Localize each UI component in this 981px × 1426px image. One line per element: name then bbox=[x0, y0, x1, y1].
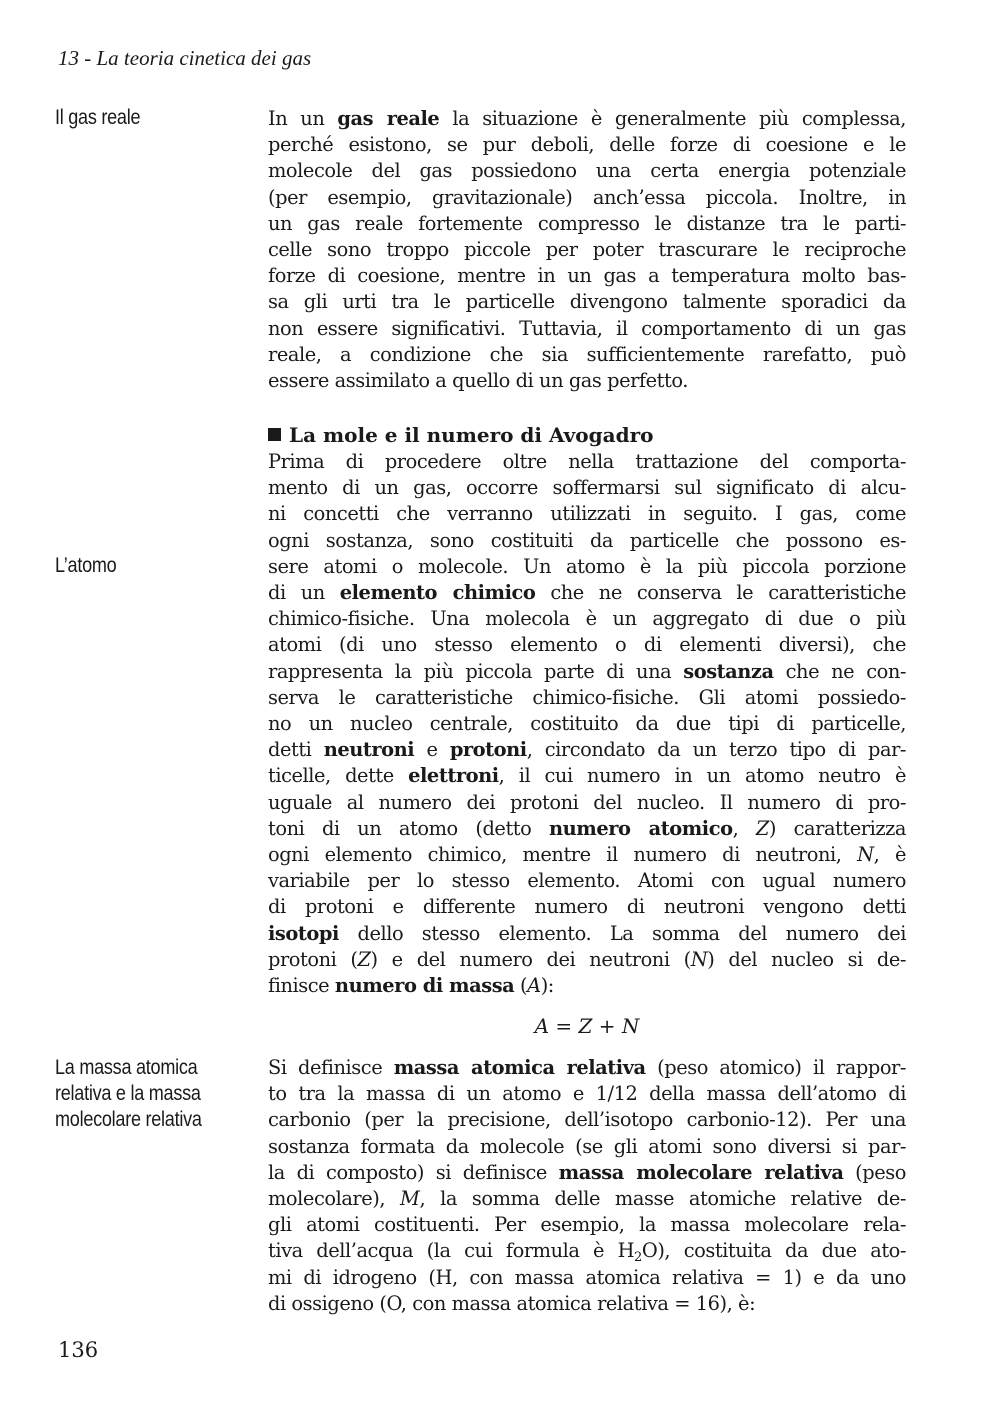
margin-note-gas-reale: Il gas reale bbox=[55, 106, 141, 129]
section-heading: La mole e il numero di Avogadro bbox=[268, 422, 653, 448]
paragraph-massa: Si definisce massa atomica relativa (peso atomico) il rappor- to tra la massa di un atomo e 1/12 della massa dell’atomo di carbonio (per la precisione, dell’isotopo carbonio-12). Per una sostanza formata da molecole (se gli atomi sono diversi si par- la di composto) si definisce massa molecolare relativa (peso molecolare), M, la somma delle masse atomiche relative de- gli atomi costituenti. Per esempio, la massa molecolare rela- tiva dell’acqua (la cui formula è $H_2O$), costituita da due ato- mi di idrogeno (H, con massa atomica relativa = 1) e da uno di ossigeno (O, con massa atomica relativa = 16), è: bbox=[268, 1056, 907, 1315]
running-header: 13 - La teoria cinetica dei gas bbox=[58, 46, 312, 70]
paragraph-gas-reale: In un gas reale la situazione è generalmente più complessa, perché esistono, se pur deboli, delle forze di coesione e le molecole del gas possiedono una certa energia potenziale (per esempio, gravitazionale) anch’essa piccola. Inoltre, in un gas reale fortemente compresso le distanze tra le parti- celle sono troppo piccole per poter trascurare le reciproche forze di coesione, mentre in un gas a temperatura molto bas- sa gli urti tra le particelle divengono talmente sporadici da non essere significativi. Tuttavia, il comportamento di un gas reale, a condizione che sia sufficientemente rarefatto, può essere assimilato a quello di un gas perfetto. bbox=[268, 107, 906, 393]
margin-note-massa: La massa atomica relativa e la massa molecolare relativa bbox=[55, 1056, 202, 1131]
paragraph-atomo: Prima di procedere oltre nella trattazione del comporta- mento di un gas, occorre soffermarsi sul significato di alcu- ni concetti che verranno utilizzati in seguito. I gas, come ogni sostanza, sono costituiti da particelle che possono es- sere atomi o molecole. Un atomo è la più piccola porzione di un elemento chimico che ne conserva le caratteristiche chimico-fisiche. Una molecola è un aggregato di due o più atomi (di uno stesso elemento o di elementi diversi), che rappresenta la più piccola parte di una sostanza che ne con- serva le caratteristiche chimico-fisiche. Gli atomi possiedo- no un nucleo centrale, costituito da due tipi di particelle, detti neutroni e protoni, circondato da un terzo tipo di par- ticelle, dette elettroni, il cui numero in un atomo neutro è uguale al numero dei protoni del nucleo. Il numero di pro- toni di un atomo (detto numero atomico, Z) caratterizza ogni elemento chimico, mentre il numero di neutroni, N, è variabile per lo stesso elemento. Atomi con ugual numero di protoni e differente numero di neutroni vengono detti isotopi dello stesso elemento. La somma del numero dei protoni (Z) e del numero dei neutroni (N) del nucleo si de- finisce numero di massa (A): bbox=[268, 450, 907, 998]
page-number: 136 bbox=[58, 1338, 99, 1362]
formula-mass-number: A = Z + N bbox=[534, 1014, 640, 1038]
square-bullet-icon bbox=[268, 428, 281, 441]
margin-note-atomo: L’atomo bbox=[55, 554, 117, 577]
